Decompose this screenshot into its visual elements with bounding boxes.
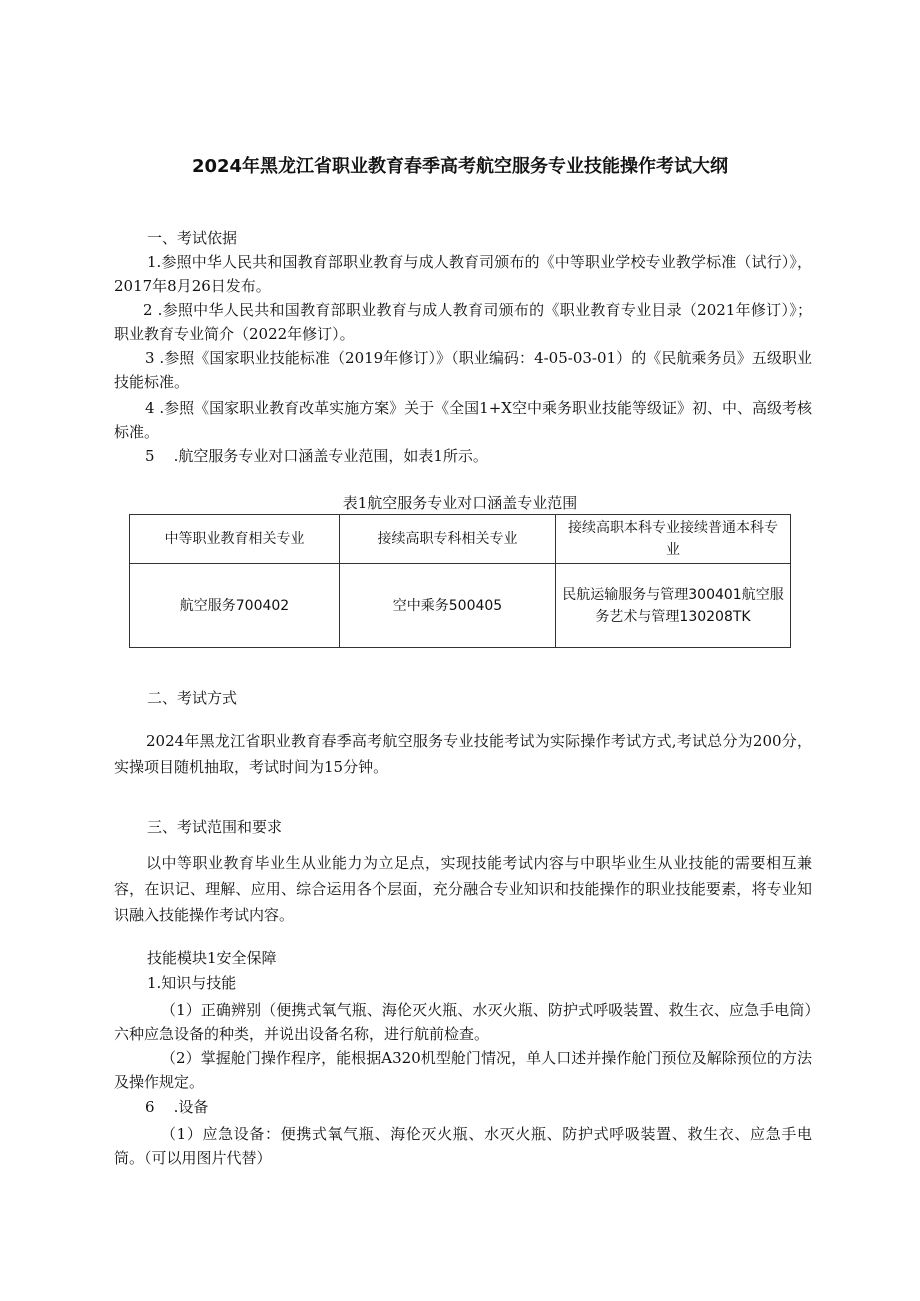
basis-item-1: 1.参照中华人民共和国教育部职业教育与成人教育司颁布的《中等职业学校专业教学标准（试行）》，2017年8月26日发布。: [114, 253, 812, 295]
table-header-row: [130, 515, 791, 564]
table-header-cell: 接续高职本科专业接续普通本科专业: [556, 515, 791, 564]
basis-item-3: 3 .参照《国家职业技能标准（2019年修订）》（职业编码：4-05-03-01）的《民航乘务员》五级职业技能标准。: [114, 349, 812, 391]
major-scope-table: [129, 514, 791, 648]
basis-item-2: 2 .参照中华人民共和国教育部职业教育与成人教育司颁布的《职业教育专业目录（2021年修订）》；职业教育专业简介（2022年修订）。: [114, 301, 812, 343]
knowledge-skill-heading: 1.知识与技能: [147, 974, 237, 992]
table-caption: 表1航空服务专业对口涵盖专业范围: [342, 494, 578, 512]
knowledge-item-1: （1）正确辨别（便携式氧气瓶、海伦灭火瓶、水灭火瓶、防护式呼吸装置、救生衣、应急手电筒）六种应急设备的种类，并说出设备名称，进行航前检查。: [114, 1001, 812, 1043]
table-header-cell: 接续高职专科相关专业: [340, 515, 556, 564]
method-paragraph: 2024年黑龙江省职业教育春季高考航空服务专业技能考试为实际操作考试方式,考试总分为200分，实操项目随机抽取，考试时间为15分钟。: [114, 732, 812, 776]
section-heading-basis: 一、考试依据: [147, 229, 238, 247]
section-heading-scope: 三、考试范围和要求: [147, 818, 283, 836]
equipment-item-1: （1）应急设备：便携式氧气瓶、海伦灭火瓶、水灭火瓶、防护式呼吸装置、救生衣、应急手电筒。（可以用图片代替）: [114, 1125, 812, 1167]
table-header-cell: 中等职业教育相关专业: [130, 515, 340, 564]
scope-paragraph: 以中等职业教育毕业生从业能力为立足点，实现技能考试内容与中职毕业生从业技能的需要相互兼容，在识记、理解、应用、综合运用各个层面，充分融合专业知识和技能操作的职业技能要素，将专业知识融入技能操作考试内容。: [114, 854, 812, 924]
table-cell: 航空服务700402: [130, 564, 340, 648]
table-cell: 空中乘务500405: [340, 564, 556, 648]
equipment-heading: 6 .设备: [145, 1098, 209, 1116]
section-heading-method: 二、考试方式: [147, 689, 238, 707]
table-row: [130, 564, 791, 648]
page-title: 2024年黑龙江省职业教育春季高考航空服务专业技能操作考试大纲: [191, 156, 729, 177]
basis-item-5: 5 .航空服务专业对口涵盖专业范围，如表1所示。: [145, 447, 488, 465]
knowledge-item-2: （2）掌握舱门操作程序，能根据A320机型舱门情况，单人口述并操作舱门预位及解除预位的方法及操作规定。: [114, 1049, 812, 1091]
skill-module-heading: 技能模块1安全保障: [147, 949, 277, 967]
table-cell: 民航运输服务与管理300401航空服务艺术与管理130208TK: [556, 564, 791, 648]
basis-item-4: 4 .参照《国家职业教育改革实施方案》关于《全国1+X空中乘务职业技能等级证》初、中、高级考核标准。: [114, 399, 812, 441]
